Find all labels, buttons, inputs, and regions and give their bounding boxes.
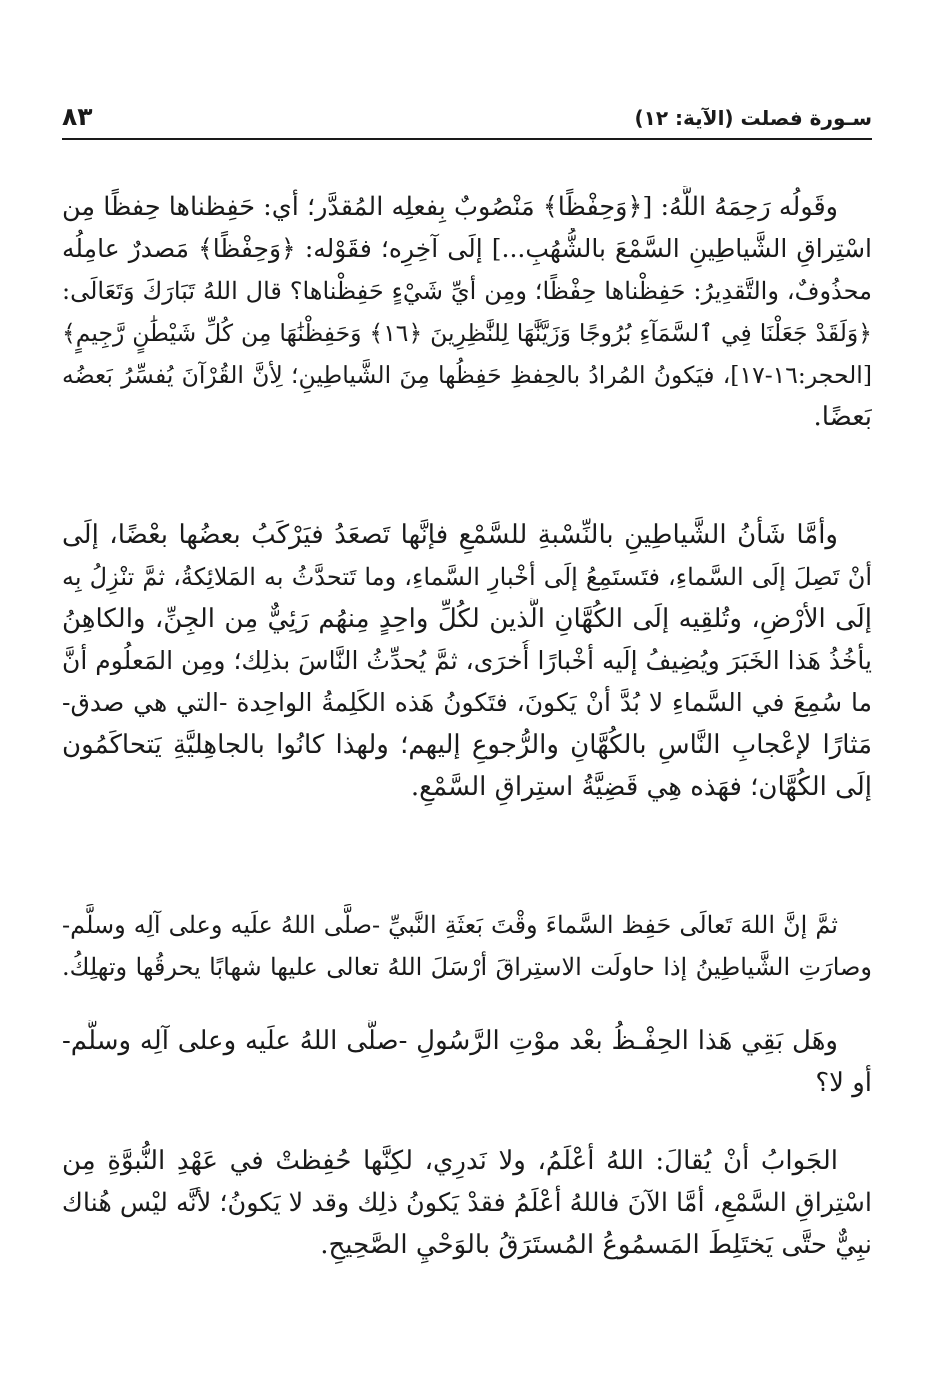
text-line: وأمَّا شَأنُ الشَّياطِينِ بالنِّسْبةِ للسَّمْعِ فإنَّها تَصعَدُ فيَرْكَبُ بعضُها بعْضًا، إلَى [62, 520, 838, 550]
text-line: اسْتِراقِ الشَّياطِينِ السَّمْعَ بالشُّهُبِ...] إلَى آخِرِه؛ فقَوْله: ﴿وَحِفْظًا﴾ مَصدرٌ عامِلُه [62, 234, 872, 263]
text-line: إلَى الأرْضِ، وتُلقِيه إلَى الكُهَّانِ الَّذين لكُلِّ واحِدٍ مِنهُم رَئِيٌّ مِن الجِنِّ، والكاهِنُ [62, 604, 872, 634]
text-line: أنْ تَصِلَ إلَى السَّماءِ، فتَستَمِعُ إلَى أخْبارِ السَّماءِ، وما تَتحدَّثُ به المَلائِكةُ، ثمَّ تنْزِلُ بِه [62, 563, 872, 591]
text-line: اسْتِراقِ السَّمْعِ، أمَّا الآنَ فاللهُ أعْلَمُ فقدْ يَكونُ ذلِك وقد لا يَكونُ؛ لأنَّه ليْس هُناك [62, 1188, 872, 1218]
paragraph-5 [62, 1140, 872, 1266]
quran-verse-line: ﴿وَلَقَدْ جَعَلْنَا فِي ٱلسَّمَآءِ بُرُوجًا وَزَيَّنَّٰهَا لِلنَّٰظِرِينَ ﴿١٦﴾ وَحَفِظْنَٰهَا مِن كُلِّ شَيْطَٰنٍ رَّجِيمٍ﴾ [62, 319, 872, 347]
text-line: إلَى الكُهَّان؛ فهَذه هِي قَضِيَّةُ استِراقِ السَّمْعِ. [410, 772, 872, 802]
text-line: ثمَّ إنَّ اللهَ تَعالَى حَفِظ السَّماءَ وقْتَ بَعثَةِ النَّبيِّ -صلَّى اللهُ علَيه وعلى آلِه وسلَّم- [62, 911, 838, 939]
text-line: وصارَتِ الشَّياطِينُ إذا حاولَت الاستِراقَ أرْسَلَ اللهُ تعالى عليها شهابًا يحرقُها وتهلِكُ. [62, 953, 872, 981]
text-line: وقَولُه رَحِمَهُ اللَّهُ: [﴿وَحِفْظًا﴾ مَنْصُوبٌ بِفعلِه المُقدَّر؛ أي: حَفِظناها حِفظًا مِن [62, 192, 838, 222]
text-line: نبِيٌّ حتَّى يَختَلِطَ المَسمُوعُ المُستَرَقُ بالوَحْيِ الصَّحِيحِ. [320, 1230, 872, 1260]
page-header [62, 96, 872, 140]
text-line: وهَل بَقِي هَذا الحِفْـظُ بعْد موْتِ الرَّسُولِ -صلَّى اللهُ علَيه وعلى آلِه وسلَّم- [62, 1026, 838, 1056]
text-line: يأخُذُ هَذا الخَبَرَ ويُضِيفُ إلَيه أخْبارًا أُخرَى، ثمَّ يُحدِّثُ النَّاسَ بذلِك؛ ومِن المَعلُوم أنَّ [62, 646, 872, 675]
paragraph-4 [62, 1020, 872, 1104]
text-line: أو لا؟ [815, 1068, 872, 1098]
paragraph-3 [62, 904, 872, 988]
text-line: مَثارًا لإعْجابِ النَّاسِ بالكُهَّانِ والرُّجوعِ إليهم؛ ولهذا كانُوا بالجاهِليَّةِ يَتحاكَمُون [62, 730, 872, 760]
text-line: بَعضًا. [813, 402, 872, 432]
text-line: ما سُمِعَ في السَّماءِ لا بُدَّ أنْ يَكونَ، فتَكونُ هَذه الكَلِمةُ الواحِدة -التي هي صدق- [62, 688, 872, 717]
text-line: محذُوفٌ، والتَّقدِيرُ: حَفِظْناها حِفْظًا؛ ومِن أيِّ شَيْءٍ حَفِظْناها؟ قال اللهُ تَبَارَكَ وَتَعَالَى: [62, 277, 872, 305]
text-line: [الحجر:١٦-١٧]، فيَكونُ المُرادُ بالحِفظِ حَفِظُها مِنَ الشَّياطِينِ؛ لِأنَّ القُرْآنَ يُفسِّرُ بَعضُه [62, 361, 872, 389]
running-title: سـورة فصلت (الآية: ١٢) [634, 106, 872, 130]
paragraph-1 [62, 186, 872, 438]
paragraph-2 [62, 514, 872, 808]
header-rule [62, 138, 872, 140]
text-line: الجَوابُ أنْ يُقالَ: اللهُ أعْلَمُ، ولا نَدرِي، لكِنَّها حُفِظتْ في عَهْدِ النُّبوَّةِ مِن [62, 1146, 838, 1176]
page-number: ٨٣ [62, 102, 93, 131]
